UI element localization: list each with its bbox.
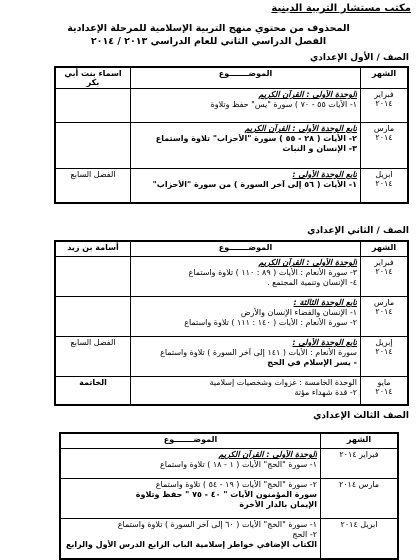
month-header: الشهر xyxy=(321,433,399,449)
month-cell: فبراير ٢٠١٤ xyxy=(361,257,409,297)
topic-cell: الوحدة الأولى : القرآن الكريم ١- الأيات ٥٥ - ٧٠ ) سورة "يس" حفظ وتلاوة xyxy=(131,89,361,123)
table-row xyxy=(55,257,408,297)
table-row xyxy=(55,377,408,405)
month-header: الشهر xyxy=(361,241,409,257)
topic-header: الموضـــــــوع xyxy=(131,241,361,257)
table-header-row xyxy=(60,433,398,449)
table-row xyxy=(55,297,408,337)
topic-cell: ١- سورة "الحج" الأيات ( ٦٠ إلى آخر السورة ) تلاوة واستماع ٢- الحج الكتاب الإضافي خواطر إسلامية الباب الرابع الدرس الأول والرابع xyxy=(60,519,321,559)
month-cell: فبراير ٢٠١٤ xyxy=(361,89,409,123)
month-header: الشهر xyxy=(361,67,409,89)
month-cell: مايو ٢٠١٤ xyxy=(361,377,409,405)
name-cell xyxy=(55,257,131,297)
topic-cell: الوحدة الخامسة : غزوات وشخصيات إسلامية ٢- قدة شهداء مؤتة xyxy=(131,377,361,405)
table-row xyxy=(55,169,408,203)
name-cell xyxy=(55,89,131,123)
topic-cell: تابع الوحدة الأولى : القرآن الكريم ٢- الأيات ( ٢٨ - ٥٥ ) سورة "الأحزاب" تلاوة واستماع ٣- الإنسان و النبات xyxy=(131,123,361,169)
grade1-table xyxy=(54,66,409,204)
table-header-row xyxy=(55,241,408,257)
grade3-label: الصف الثالث الإعدادي xyxy=(313,411,409,421)
document-subtitle: الفصل الدراسي الثاني للعام الدراسي ٢٠١٣ / ٢٠١٤ xyxy=(90,36,327,47)
table-row xyxy=(60,519,398,559)
name-header: اسماء بنت أبي بكر xyxy=(55,67,131,89)
grade2-label: الصف / الثاني الإعدادي xyxy=(307,226,409,236)
month-cell: مارس ٢٠١٤ xyxy=(321,479,399,519)
name-cell xyxy=(55,297,131,337)
table-row xyxy=(60,449,398,479)
table-row xyxy=(55,337,408,377)
name-cell: الفصل السابع xyxy=(55,169,131,203)
month-cell: فبراير ٢٠١٤ xyxy=(321,449,399,479)
table-header-row xyxy=(55,67,408,89)
office-name: مكتب مستشار التربية الدينية xyxy=(271,3,411,14)
name-cell xyxy=(55,123,131,169)
topic-cell: الوحدة الأولى : القرآن الكريم ٣- سورة الأنعام : الأيات ( ٨٩ : ١١٠ ) تلاوة واستماع ٤- الإنسان وتنمية المجتمع . xyxy=(131,257,361,297)
topic-cell: تابع الوحدة الثالثة : ١- الإنسان والفضاء الإنسان والأرض ٢- سورة الأنعام : الأيات ( ١٤٠ : ١١١ ) تلاوة واستماع xyxy=(131,297,361,337)
month-cell: مارس ٢٠١٤ xyxy=(361,297,409,337)
document-title: المحذوف من محتوي منهج التربية الإسلامية للمرحلة الإعدادية xyxy=(67,23,350,34)
name-cell: الخاتمة xyxy=(55,377,131,405)
topic-cell: تابع الوحدة الأولى : سورة الأنعام : الأيات ( ١٤١ إلى آخر السورة ) تلاوة واستماع - يسر الإسلام في الحج xyxy=(131,337,361,377)
topic-cell: تابع الوحدة الأولى : ١- الأيات ( ٥٦ إلى آخر السورة ) من سورة "الأحزاب" xyxy=(131,169,361,203)
topic-cell: ٢- سورة "الحج" الأيات ( ١٩ - ٥٤ ) تلاوة واستماع سورة المؤمنون الأيات " ٤٠ - ٧٥ " حفظ وتلاوة الإيمان بالدار الأخرة xyxy=(60,479,321,519)
grade1-label: الصف / الأول الإعدادي xyxy=(309,53,409,63)
topic-header: الموضـــــــوع xyxy=(131,67,361,89)
table-row xyxy=(55,89,408,123)
month-cell: مارس ٢٠١٤ xyxy=(361,123,409,169)
name-header: أسامة بن زيد xyxy=(55,241,131,257)
topic-header: الموضـــــــوع xyxy=(60,433,321,449)
name-cell: الفصل السابع xyxy=(55,337,131,377)
topic-cell: الوحدة الأولى : القرآن الكريم ١- سورة "الحج" الأيات ( ١ - ١٨ ) تلاوة واستماع xyxy=(60,449,321,479)
grade2-table xyxy=(54,240,409,406)
grade3-table xyxy=(59,432,399,560)
month-cell: ابريل ٢٠١٤ xyxy=(361,169,409,203)
table-row xyxy=(60,479,398,519)
month-cell: إبريل ٢٠١٤ xyxy=(361,337,409,377)
month-cell: ابريل ٢٠١٤ xyxy=(321,519,399,559)
table-row xyxy=(55,123,408,169)
